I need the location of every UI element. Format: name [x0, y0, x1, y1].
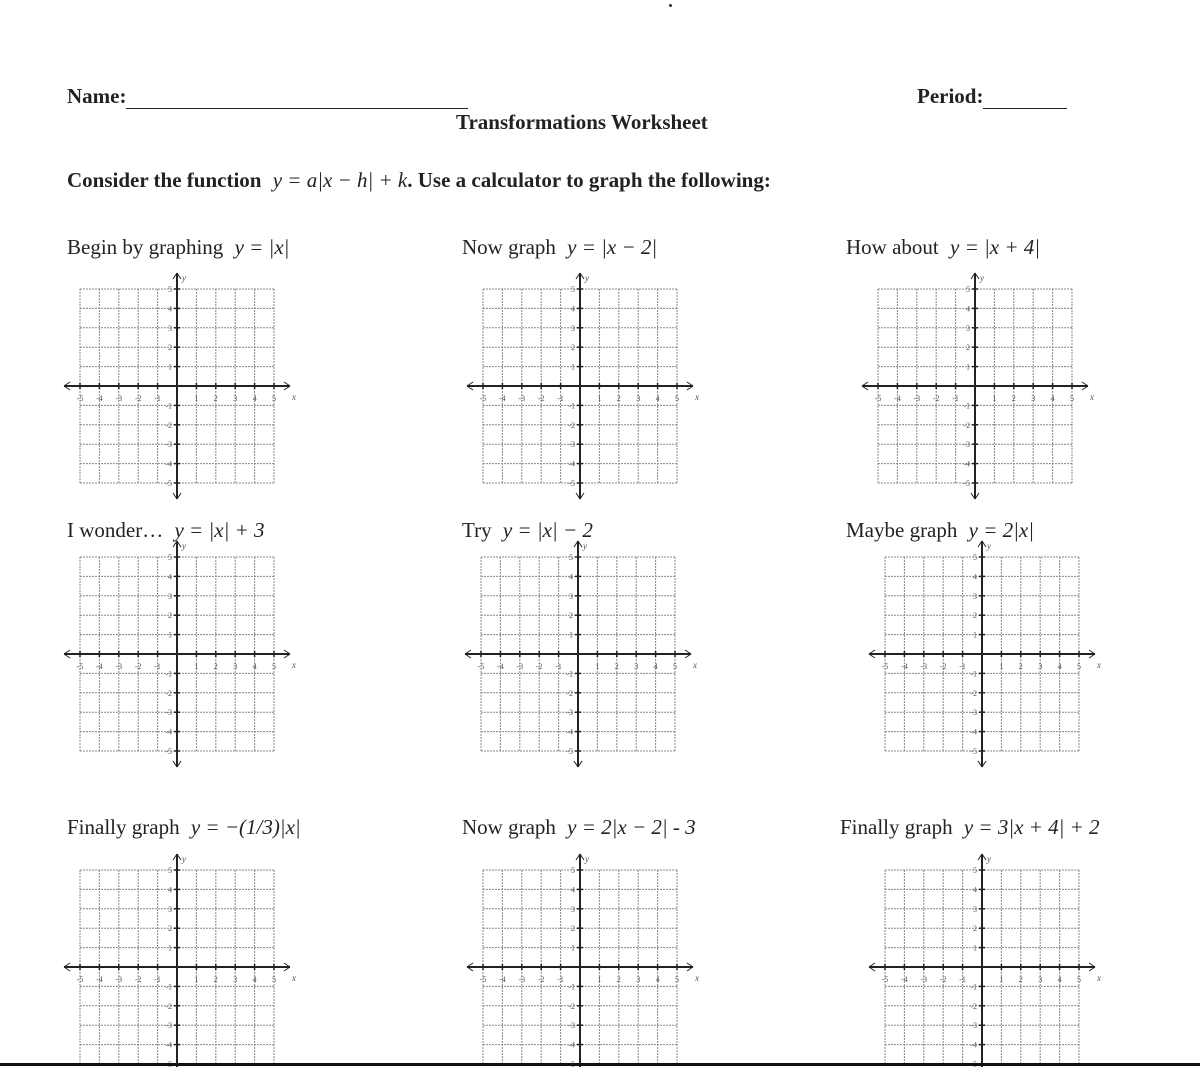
x-tick-label: 4: [655, 975, 660, 984]
x-tick-label: 4: [1050, 394, 1055, 403]
y-tick-label: 5: [571, 285, 575, 294]
x-tick-label: -4: [497, 662, 504, 671]
x-tick-label: 5: [272, 975, 276, 984]
problem-prompt: [840, 815, 1100, 840]
y-tick-label: -3: [970, 708, 977, 718]
y-tick-label: -2: [566, 688, 573, 698]
y-tick-label: 2: [168, 924, 172, 934]
y-tick-label: 5: [973, 866, 977, 875]
y-tick-label: 2: [168, 343, 172, 353]
y-tick-label: 3: [571, 904, 575, 914]
name-label: Name:: [67, 84, 127, 108]
x-tick-label: 4: [252, 394, 257, 403]
x-tick-label: 1: [194, 975, 199, 984]
prompt-text: Now graph: [462, 815, 556, 839]
equation: y = |x + 4|: [950, 235, 1041, 259]
y-tick-label: -1: [568, 401, 575, 411]
y-tick-label: 2: [168, 611, 172, 621]
prompt-text: Finally graph: [67, 815, 180, 839]
x-tick-label: 1: [194, 662, 199, 671]
coordinate-grid[interactable]: [881, 541, 1101, 756]
x-tick-label: -2: [537, 394, 545, 403]
y-tick-label: -1: [568, 982, 575, 992]
x-tick-label: 2: [213, 662, 218, 671]
y-tick-label: -2: [568, 1001, 575, 1011]
y-tick-label: 3: [571, 323, 575, 333]
y-tick-label: 1: [168, 943, 172, 953]
x-tick-label: 2: [213, 975, 218, 984]
y-tick-label: -1: [165, 401, 172, 411]
equation: y = 2|x|: [968, 518, 1034, 542]
problem-prompt: [67, 235, 289, 260]
y-tick-label: -3: [970, 1021, 977, 1031]
x-tick-label: 5: [1070, 394, 1074, 403]
y-tick-label: -1: [970, 669, 977, 679]
y-tick-label: -5: [970, 747, 977, 756]
y-tick-label: -1: [165, 982, 172, 992]
coordinate-grid[interactable]: [76, 854, 296, 1064]
x-tick-label: -3: [518, 394, 526, 403]
x-tick-label: -1: [154, 975, 161, 984]
x-tick-label: -3: [115, 662, 123, 671]
y-tick-label: 4: [973, 572, 977, 582]
x-tick-label: -5: [479, 975, 487, 984]
y-tick-label: -2: [970, 688, 977, 698]
y-axis-label: y: [182, 854, 186, 864]
y-tick-label: -4: [165, 459, 172, 469]
x-tick-label: 1: [999, 975, 1004, 984]
problem-prompt: [67, 815, 301, 840]
y-tick-label: 4: [168, 885, 172, 895]
x-tick-label: 2: [1018, 975, 1023, 984]
x-tick-label: 4: [252, 662, 257, 671]
x-tick-label: -1: [959, 662, 966, 671]
x-axis-label: x: [1097, 660, 1101, 670]
coordinate-grid[interactable]: [874, 273, 1094, 488]
x-tick-label: 4: [1057, 662, 1062, 671]
y-tick-label: 4: [966, 304, 970, 314]
y-tick-label: 1: [973, 943, 977, 953]
x-tick-label: -3: [913, 394, 921, 403]
x-tick-label: 5: [1077, 662, 1081, 671]
x-tick-label: 1: [999, 662, 1004, 671]
x-tick-label: 5: [675, 975, 679, 984]
y-tick-label: -2: [165, 420, 172, 430]
y-tick-label: -2: [165, 1001, 172, 1011]
prompt-text: Maybe graph: [846, 518, 958, 542]
x-tick-label: -3: [920, 975, 928, 984]
problem-prompt: [462, 518, 593, 543]
x-tick-label: 1: [194, 394, 199, 403]
prompt-text: Try: [462, 518, 492, 542]
period-label: Period:: [917, 84, 984, 108]
page-bottom-edge: [0, 1063, 1200, 1066]
y-tick-label: 1: [966, 362, 970, 372]
y-tick-label: 2: [966, 343, 970, 353]
y-tick-label: 1: [569, 630, 573, 640]
y-tick-label: 5: [569, 553, 573, 562]
y-axis-label: y: [583, 541, 587, 551]
y-tick-label: -5: [566, 747, 573, 756]
x-tick-label: 3: [636, 975, 641, 984]
x-tick-label: -5: [76, 975, 84, 984]
x-axis-label: x: [695, 392, 699, 402]
y-tick-label: 2: [571, 343, 575, 353]
y-tick-label: -4: [970, 727, 977, 737]
x-tick-label: 3: [233, 394, 238, 403]
y-axis-label: y: [585, 273, 589, 283]
equation: y = |x| − 2: [502, 518, 593, 542]
y-tick-label: 3: [168, 323, 172, 333]
x-tick-label: 4: [1057, 975, 1062, 984]
x-tick-label: -2: [134, 394, 142, 403]
x-tick-label: -1: [154, 394, 161, 403]
coordinate-grid[interactable]: [479, 854, 699, 1064]
x-tick-label: 5: [1077, 975, 1081, 984]
x-tick-label: -5: [76, 394, 84, 403]
y-tick-label: -3: [963, 440, 970, 450]
y-tick-label: 4: [168, 304, 172, 314]
y-axis-label: y: [182, 273, 186, 283]
equation: y = 2|x − 2| - 3: [567, 815, 696, 839]
y-tick-label: 3: [168, 591, 172, 601]
y-tick-label: 2: [571, 924, 575, 934]
x-axis-label: x: [292, 973, 296, 983]
x-tick-label: 1: [992, 394, 997, 403]
x-tick-label: 1: [595, 662, 600, 671]
coordinate-grid[interactable]: [76, 273, 296, 488]
y-tick-label: 1: [168, 630, 172, 640]
x-tick-label: -2: [134, 975, 142, 984]
y-tick-label: 5: [168, 553, 172, 562]
prompt-text: Now graph: [462, 235, 556, 259]
x-tick-label: -4: [96, 394, 103, 403]
x-axis-label: x: [1097, 973, 1101, 983]
x-tick-label: 3: [1031, 394, 1036, 403]
x-tick-label: -4: [499, 394, 506, 403]
x-tick-label: 5: [272, 394, 276, 403]
y-tick-label: 3: [168, 904, 172, 914]
y-tick-label: -2: [568, 420, 575, 430]
y-tick-label: -2: [963, 420, 970, 430]
x-tick-label: 2: [1018, 662, 1023, 671]
x-tick-label: -2: [537, 975, 545, 984]
period-blank[interactable]: [983, 90, 1067, 109]
y-tick-label: -1: [566, 669, 573, 679]
x-tick-label: -1: [952, 394, 959, 403]
x-axis-label: x: [693, 660, 697, 670]
y-tick-label: 4: [168, 572, 172, 582]
y-tick-label: 1: [168, 362, 172, 372]
x-tick-label: 1: [597, 394, 602, 403]
y-tick-label: -5: [165, 747, 172, 756]
x-tick-label: 5: [673, 662, 677, 671]
y-tick-label: 5: [973, 553, 977, 562]
x-tick-label: 4: [655, 394, 660, 403]
y-tick-label: -1: [963, 401, 970, 411]
y-tick-label: -4: [970, 1040, 977, 1050]
y-tick-label: -4: [568, 459, 575, 469]
x-tick-label: 2: [616, 394, 621, 403]
y-tick-label: 1: [571, 362, 575, 372]
coordinate-grid[interactable]: [477, 541, 697, 756]
problem-prompt: [846, 235, 1040, 260]
x-axis-label: x: [695, 973, 699, 983]
x-tick-label: -4: [901, 662, 908, 671]
y-tick-label: 2: [973, 924, 977, 934]
y-tick-label: 4: [571, 304, 575, 314]
x-tick-label: -5: [881, 975, 889, 984]
prompt-text: How about: [846, 235, 939, 259]
period-field[interactable]: [917, 84, 1067, 109]
x-tick-label: -2: [535, 662, 543, 671]
y-tick-label: -2: [970, 1001, 977, 1011]
y-tick-label: -1: [165, 669, 172, 679]
y-tick-label: -1: [970, 982, 977, 992]
x-tick-label: -5: [477, 662, 485, 671]
x-tick-label: 5: [675, 394, 679, 403]
x-tick-label: -3: [518, 975, 526, 984]
x-axis-label: x: [1090, 392, 1094, 402]
x-tick-label: 2: [614, 662, 619, 671]
x-tick-label: -1: [555, 662, 562, 671]
y-tick-label: -3: [568, 440, 575, 450]
x-tick-label: -3: [115, 394, 123, 403]
x-tick-label: -4: [96, 662, 103, 671]
y-tick-label: -3: [568, 1021, 575, 1031]
y-tick-label: -4: [568, 1040, 575, 1050]
y-axis-label: y: [585, 854, 589, 864]
equation: y = |x|: [234, 235, 290, 259]
problem-prompt: [846, 518, 1034, 543]
prompt-text: Finally graph: [840, 815, 953, 839]
instructions-lead: Consider the function: [67, 168, 262, 192]
x-tick-label: 3: [233, 975, 238, 984]
prompt-text: Begin by graphing: [67, 235, 224, 259]
worksheet-title: Transformations Worksheet: [456, 110, 708, 134]
y-tick-label: 5: [966, 285, 970, 294]
y-tick-label: -3: [165, 440, 172, 450]
y-tick-label: 1: [571, 943, 575, 953]
x-tick-label: -3: [920, 662, 928, 671]
y-tick-label: -5: [963, 479, 970, 488]
x-axis-label: x: [292, 392, 296, 402]
stray-dot: [669, 4, 672, 7]
y-tick-label: 5: [168, 866, 172, 875]
y-tick-label: 5: [571, 866, 575, 875]
equation: y = 3|x + 4| + 2: [963, 815, 1100, 839]
y-tick-label: -4: [963, 459, 970, 469]
y-tick-label: -5: [165, 479, 172, 488]
y-tick-label: 4: [571, 885, 575, 895]
y-tick-label: 4: [569, 572, 573, 582]
y-tick-label: 1: [973, 630, 977, 640]
x-tick-label: 4: [252, 975, 257, 984]
y-tick-label: -4: [165, 727, 172, 737]
x-tick-label: -5: [479, 394, 487, 403]
y-tick-label: 2: [973, 611, 977, 621]
y-tick-label: -3: [165, 708, 172, 718]
y-tick-label: -4: [165, 1040, 172, 1050]
y-tick-label: 3: [973, 591, 977, 601]
y-tick-label: 3: [973, 904, 977, 914]
x-tick-label: -3: [115, 975, 123, 984]
x-tick-label: -4: [901, 975, 908, 984]
y-tick-label: 2: [569, 611, 573, 621]
x-tick-label: -1: [959, 975, 966, 984]
x-tick-label: 1: [597, 975, 602, 984]
y-tick-label: -3: [165, 1021, 172, 1031]
x-tick-label: -5: [76, 662, 84, 671]
x-tick-label: 4: [653, 662, 658, 671]
instructions: [67, 168, 771, 193]
x-tick-label: 2: [616, 975, 621, 984]
x-tick-label: 3: [1038, 975, 1043, 984]
problem-prompt: [462, 235, 657, 260]
x-tick-label: -1: [557, 394, 564, 403]
y-tick-label: -5: [568, 479, 575, 488]
x-tick-label: -2: [134, 662, 142, 671]
x-axis-label: x: [292, 660, 296, 670]
x-tick-label: -1: [154, 662, 161, 671]
prompt-text: I wonder…: [67, 518, 164, 542]
x-tick-label: -2: [932, 394, 940, 403]
y-tick-label: -2: [165, 688, 172, 698]
instructions-tail: . Use a calculator to graph the following:: [407, 168, 771, 192]
y-tick-label: 4: [973, 885, 977, 895]
x-tick-label: -4: [894, 394, 901, 403]
x-tick-label: 3: [634, 662, 639, 671]
name-blank[interactable]: [126, 90, 468, 109]
x-tick-label: -2: [939, 975, 947, 984]
x-tick-label: -5: [881, 662, 889, 671]
x-tick-label: -4: [96, 975, 103, 984]
y-tick-label: 5: [168, 285, 172, 294]
equation: y = |x| + 3: [174, 518, 265, 542]
x-tick-label: 2: [213, 394, 218, 403]
y-axis-label: y: [980, 273, 984, 283]
y-axis-label: y: [987, 541, 991, 551]
x-tick-label: -1: [557, 975, 564, 984]
y-tick-label: 3: [966, 323, 970, 333]
coordinate-grid[interactable]: [881, 854, 1101, 1064]
y-tick-label: -3: [566, 708, 573, 718]
y-tick-label: -4: [566, 727, 573, 737]
coordinate-grid[interactable]: [479, 273, 699, 488]
x-tick-label: 3: [636, 394, 641, 403]
equation: y = |x − 2|: [567, 235, 658, 259]
y-tick-label: 3: [569, 591, 573, 601]
problem-prompt: [462, 815, 696, 840]
problem-prompt: [67, 518, 265, 543]
x-tick-label: -2: [939, 662, 947, 671]
x-tick-label: -3: [516, 662, 524, 671]
y-axis-label: y: [987, 854, 991, 864]
coordinate-grid[interactable]: [76, 541, 296, 756]
x-tick-label: 3: [233, 662, 238, 671]
x-tick-label: 5: [272, 662, 276, 671]
equation: y = −(1/3)|x|: [190, 815, 301, 839]
x-tick-label: 2: [1011, 394, 1016, 403]
x-tick-label: -5: [874, 394, 882, 403]
y-axis-label: y: [182, 541, 186, 551]
x-tick-label: -4: [499, 975, 506, 984]
name-field[interactable]: [67, 84, 468, 109]
instructions-formula: y = a|x − h| + k: [272, 168, 408, 192]
x-tick-label: 3: [1038, 662, 1043, 671]
